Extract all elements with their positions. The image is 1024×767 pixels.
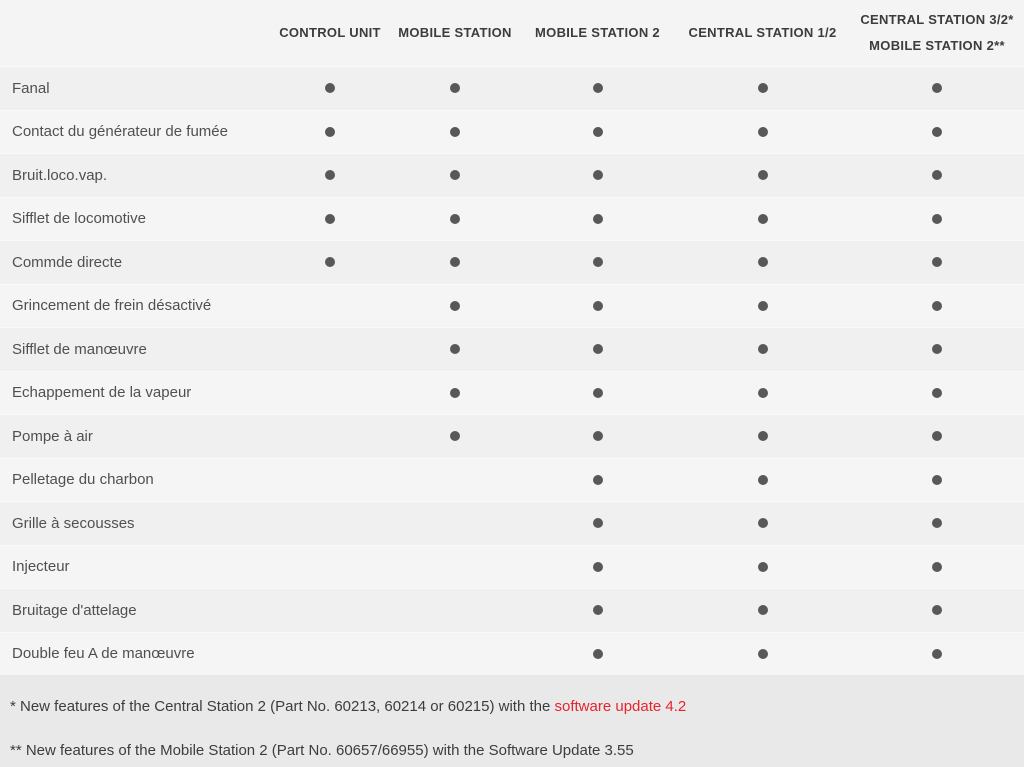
feature-supported-cell	[675, 372, 850, 415]
table-row	[0, 588, 1024, 632]
table-row	[0, 153, 1024, 197]
feature-supported-cell	[675, 546, 850, 589]
feature-supported-cell	[850, 241, 1024, 284]
footnote-central-station	[10, 699, 1024, 715]
feature-supported-cell	[675, 328, 850, 371]
feature-supported-cell	[850, 198, 1024, 241]
feature-supported-cell	[675, 459, 850, 502]
supported-dot-icon	[325, 83, 335, 93]
table-row	[0, 632, 1024, 676]
supported-dot-icon	[593, 170, 603, 180]
feature-empty-cell	[390, 589, 520, 632]
feature-empty-cell	[270, 328, 390, 371]
table-row	[0, 414, 1024, 458]
feature-supported-cell	[520, 589, 675, 632]
header-central-station-3-2-line1: CENTRAL STATION 3/2*	[860, 12, 1014, 27]
supported-dot-icon	[932, 83, 942, 93]
supported-dot-icon	[758, 257, 768, 267]
supported-dot-icon	[325, 170, 335, 180]
supported-dot-icon	[758, 475, 768, 485]
supported-dot-icon	[450, 257, 460, 267]
supported-dot-icon	[758, 344, 768, 354]
feature-supported-cell	[390, 111, 520, 154]
supported-dot-icon	[450, 214, 460, 224]
table-row	[0, 197, 1024, 241]
feature-empty-cell	[270, 285, 390, 328]
feature-supported-cell	[850, 67, 1024, 110]
feature-name: Injecteur	[12, 558, 70, 576]
supported-dot-icon	[325, 214, 335, 224]
feature-supported-cell	[520, 633, 675, 676]
feature-supported-cell	[390, 154, 520, 197]
feature-supported-cell	[850, 633, 1024, 676]
header-mobile-station-2-line2: MOBILE STATION 2**	[869, 38, 1005, 53]
feature-supported-cell	[850, 589, 1024, 632]
supported-dot-icon	[932, 518, 942, 528]
feature-supported-cell	[850, 372, 1024, 415]
supported-dot-icon	[450, 431, 460, 441]
feature-supported-cell	[520, 285, 675, 328]
table-row	[0, 284, 1024, 328]
supported-dot-icon	[758, 127, 768, 137]
supported-dot-icon	[758, 649, 768, 659]
supported-dot-icon	[932, 649, 942, 659]
supported-dot-icon	[758, 301, 768, 311]
feature-supported-cell	[520, 154, 675, 197]
feature-supported-cell	[520, 415, 675, 458]
feature-supported-cell	[850, 546, 1024, 589]
feature-supported-cell	[675, 633, 850, 676]
feature-supported-cell	[675, 285, 850, 328]
feature-supported-cell	[390, 415, 520, 458]
table-row	[0, 545, 1024, 589]
header-central-station-3-2	[850, 7, 1024, 59]
supported-dot-icon	[450, 170, 460, 180]
feature-empty-cell	[270, 633, 390, 676]
supported-dot-icon	[932, 605, 942, 615]
feature-name: Bruit.loco.vap.	[12, 166, 108, 184]
header-mobile-station-2: MOBILE STATION 2	[535, 25, 660, 40]
header-central-station-1-2: CENTRAL STATION 1/2	[688, 25, 837, 40]
feature-empty-cell	[390, 459, 520, 502]
feature-supported-cell	[850, 111, 1024, 154]
supported-dot-icon	[593, 127, 603, 137]
feature-empty-cell	[270, 372, 390, 415]
supported-dot-icon	[593, 475, 603, 485]
feature-supported-cell	[675, 154, 850, 197]
supported-dot-icon	[758, 170, 768, 180]
supported-dot-icon	[758, 214, 768, 224]
feature-name: Contact du générateur de fumée	[12, 123, 228, 141]
header-mobile-station: MOBILE STATION	[398, 25, 512, 40]
table-row	[0, 240, 1024, 284]
table-row	[0, 371, 1024, 415]
supported-dot-icon	[593, 649, 603, 659]
software-update-link[interactable]: software update 4.2	[554, 698, 687, 715]
feature-empty-cell	[270, 546, 390, 589]
feature-name: Bruitage d'attelage	[12, 601, 137, 619]
feature-supported-cell	[850, 154, 1024, 197]
supported-dot-icon	[450, 301, 460, 311]
feature-supported-cell	[520, 372, 675, 415]
supported-dot-icon	[932, 388, 942, 398]
feature-supported-cell	[850, 328, 1024, 371]
feature-supported-cell	[850, 285, 1024, 328]
supported-dot-icon	[325, 257, 335, 267]
feature-empty-cell	[390, 633, 520, 676]
feature-supported-cell	[390, 372, 520, 415]
footnotes	[0, 675, 1024, 767]
feature-supported-cell	[390, 67, 520, 110]
supported-dot-icon	[758, 431, 768, 441]
feature-empty-cell	[390, 546, 520, 589]
feature-name: Double feu A de manœuvre	[12, 645, 195, 663]
feature-empty-cell	[270, 589, 390, 632]
table-row	[0, 458, 1024, 502]
table-row	[0, 501, 1024, 545]
supported-dot-icon	[758, 562, 768, 572]
feature-name: Sifflet de manœuvre	[12, 340, 147, 358]
feature-supported-cell	[520, 459, 675, 502]
supported-dot-icon	[593, 344, 603, 354]
feature-supported-cell	[520, 546, 675, 589]
feature-supported-cell	[270, 111, 390, 154]
supported-dot-icon	[450, 83, 460, 93]
feature-name: Commde directe	[12, 253, 123, 271]
supported-dot-icon	[593, 257, 603, 267]
supported-dot-icon	[932, 562, 942, 572]
supported-dot-icon	[932, 127, 942, 137]
feature-supported-cell	[270, 67, 390, 110]
feature-supported-cell	[270, 154, 390, 197]
feature-supported-cell	[270, 241, 390, 284]
feature-supported-cell	[675, 111, 850, 154]
feature-supported-cell	[520, 198, 675, 241]
feature-supported-cell	[675, 415, 850, 458]
feature-name: Pelletage du charbon	[12, 471, 154, 489]
supported-dot-icon	[593, 431, 603, 441]
feature-supported-cell	[675, 241, 850, 284]
supported-dot-icon	[932, 301, 942, 311]
supported-dot-icon	[932, 214, 942, 224]
supported-dot-icon	[758, 518, 768, 528]
supported-dot-icon	[758, 605, 768, 615]
supported-dot-icon	[593, 301, 603, 311]
feature-supported-cell	[520, 241, 675, 284]
feature-supported-cell	[390, 241, 520, 284]
feature-supported-cell	[675, 198, 850, 241]
feature-name: Sifflet de locomotive	[12, 210, 146, 228]
feature-supported-cell	[520, 328, 675, 371]
feature-supported-cell	[850, 415, 1024, 458]
header-control-unit: CONTROL UNIT	[279, 25, 381, 40]
feature-empty-cell	[270, 415, 390, 458]
feature-supported-cell	[675, 589, 850, 632]
feature-supported-cell	[520, 111, 675, 154]
supported-dot-icon	[593, 562, 603, 572]
table-row	[0, 110, 1024, 154]
supported-dot-icon	[593, 388, 603, 398]
footnote-mobile-station: ** New features of the Mobile Station 2 (Part No. 60657/66955) with the Software Update 3.55	[10, 742, 634, 759]
supported-dot-icon	[593, 605, 603, 615]
supported-dot-icon	[593, 518, 603, 528]
table-row	[0, 66, 1024, 110]
table-row	[0, 327, 1024, 371]
supported-dot-icon	[932, 475, 942, 485]
feature-supported-cell	[850, 502, 1024, 545]
feature-supported-cell	[390, 198, 520, 241]
supported-dot-icon	[325, 127, 335, 137]
feature-supported-cell	[675, 502, 850, 545]
feature-name: Grille à secousses	[12, 514, 135, 532]
supported-dot-icon	[450, 127, 460, 137]
supported-dot-icon	[932, 431, 942, 441]
feature-supported-cell	[390, 328, 520, 371]
footnote-1-text: * New features of the Central Station 2 (Part No. 60213, 60214 or 60215) with the	[10, 698, 555, 715]
feature-name: Pompe à air	[12, 427, 93, 445]
supported-dot-icon	[450, 344, 460, 354]
supported-dot-icon	[758, 83, 768, 93]
supported-dot-icon	[932, 170, 942, 180]
feature-supported-cell	[675, 67, 850, 110]
feature-name: Grincement de frein désactivé	[12, 297, 212, 315]
feature-name: Fanal	[12, 79, 50, 97]
supported-dot-icon	[932, 257, 942, 267]
supported-dot-icon	[593, 83, 603, 93]
feature-empty-cell	[270, 502, 390, 545]
feature-supported-cell	[390, 285, 520, 328]
supported-dot-icon	[450, 388, 460, 398]
supported-dot-icon	[758, 388, 768, 398]
supported-dot-icon	[593, 214, 603, 224]
feature-supported-cell	[520, 67, 675, 110]
table-header	[0, 0, 1024, 66]
feature-empty-cell	[270, 459, 390, 502]
feature-supported-cell	[270, 198, 390, 241]
supported-dot-icon	[932, 344, 942, 354]
feature-name: Echappement de la vapeur	[12, 384, 192, 402]
feature-empty-cell	[390, 502, 520, 545]
feature-supported-cell	[520, 502, 675, 545]
feature-table-body	[0, 66, 1024, 675]
feature-supported-cell	[850, 459, 1024, 502]
